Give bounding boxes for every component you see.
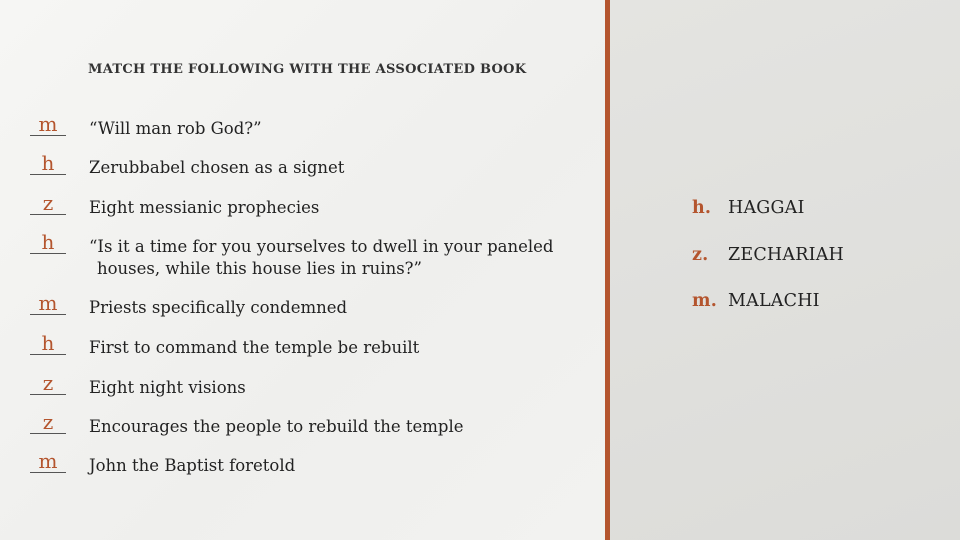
question-row xyxy=(30,292,600,328)
answer-blank[interactable] xyxy=(30,332,66,355)
answer-letter: m xyxy=(38,291,58,315)
answer-letter: h xyxy=(41,230,55,254)
book-letter: m. xyxy=(692,291,718,311)
question-text xyxy=(89,118,589,140)
question-line: Eight night visions xyxy=(89,378,246,397)
question-line: Priests specifically condemned xyxy=(89,298,348,317)
question-row xyxy=(30,192,600,228)
answer-blank[interactable] xyxy=(30,113,66,136)
question-text xyxy=(89,337,589,359)
answer-letter: m xyxy=(38,449,58,473)
question-row xyxy=(30,372,600,408)
book-letter: z. xyxy=(692,245,709,265)
question-line: “Is it a time for you yourselves to dwell in your paneled xyxy=(89,237,554,256)
book-letter: h. xyxy=(692,198,712,218)
book-name: MALACHI xyxy=(728,291,820,311)
answer-letter: h xyxy=(41,151,55,175)
book-name: ZECHARIAH xyxy=(728,245,845,265)
question-line: Zerubbabel chosen as a signet xyxy=(89,158,345,177)
question-line: Eight messianic prophecies xyxy=(89,198,320,217)
question-text xyxy=(89,377,589,399)
question-text xyxy=(89,416,589,438)
question-row xyxy=(30,231,600,281)
question-line: “Will man rob God?” xyxy=(89,119,262,138)
answer-blank[interactable] xyxy=(30,292,66,315)
book-item-zechariah xyxy=(692,245,844,265)
question-line: First to command the temple be rebuilt xyxy=(89,338,420,357)
question-text xyxy=(89,157,589,179)
book-item-malachi xyxy=(692,291,820,311)
question-text xyxy=(89,455,589,477)
right-panel xyxy=(610,0,960,540)
answer-letter: z xyxy=(42,191,54,215)
question-line: John the Baptist foretold xyxy=(89,456,296,475)
question-row xyxy=(30,411,600,447)
answer-letter: z xyxy=(42,371,54,395)
answer-blank[interactable] xyxy=(30,152,66,175)
answer-letter: h xyxy=(41,331,55,355)
answer-blank[interactable] xyxy=(30,411,66,434)
question-text xyxy=(89,297,589,319)
answer-letter: m xyxy=(38,112,58,136)
question-line: Encourages the people to rebuild the temple xyxy=(89,417,464,436)
question-line-continued: houses, while this house lies in ruins?” xyxy=(97,259,422,278)
answer-blank[interactable] xyxy=(30,192,66,215)
question-text xyxy=(89,197,589,219)
answer-blank[interactable] xyxy=(30,450,66,473)
answer-blank[interactable] xyxy=(30,372,66,395)
answer-letter: z xyxy=(42,410,54,434)
question-row xyxy=(30,152,600,188)
question-row xyxy=(30,450,600,486)
book-item-haggai xyxy=(692,198,805,218)
question-row xyxy=(30,113,600,149)
answer-blank[interactable] xyxy=(30,231,66,254)
book-name: HAGGAI xyxy=(728,198,805,218)
question-text xyxy=(89,236,589,280)
question-row xyxy=(30,332,600,368)
page-title: MATCH THE FOLLOWING WITH THE ASSOCIATED BOOK xyxy=(88,62,527,77)
